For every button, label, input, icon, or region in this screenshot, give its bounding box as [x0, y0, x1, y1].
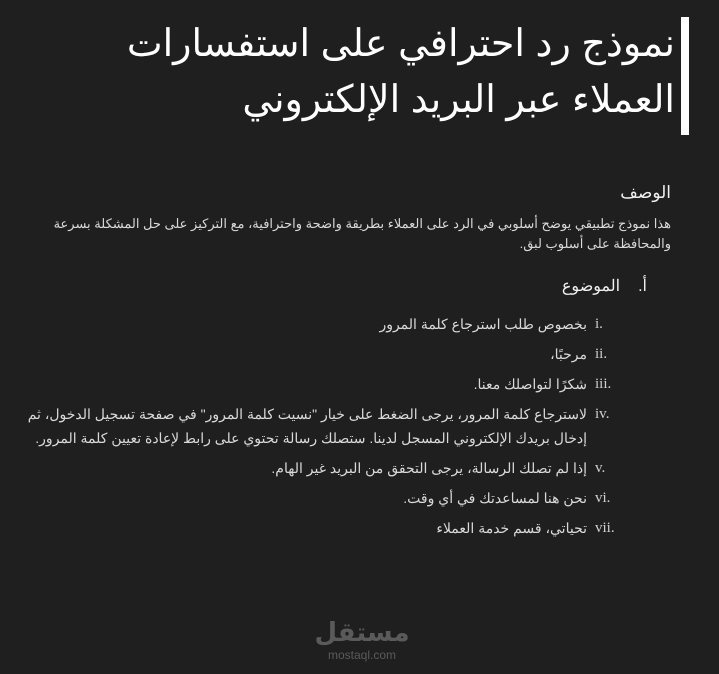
- subject-heading: [562, 276, 647, 296]
- list-item-text: نحن هنا لمساعدتك في أي وقت.: [403, 490, 587, 506]
- list-item-marker: vi.: [595, 490, 611, 506]
- email-body-list: [9, 312, 639, 546]
- list-item-marker: iii.: [595, 376, 612, 392]
- list-item: [9, 372, 639, 396]
- page-title: نموذج رد احترافي على استفسارات العملاء عبر البريد الإلكتروني: [126, 23, 675, 121]
- list-item-text: مرحبًا،: [550, 346, 587, 362]
- list-item: [9, 342, 639, 366]
- list-item-text: شكرًا لتواصلك معنا.: [473, 376, 587, 392]
- list-item-marker: i.: [595, 316, 603, 332]
- list-item-text: تحياتي، قسم خدمة العملاء: [436, 520, 587, 536]
- description-text: هذا نموذج تطبيقي يوضح أسلوبي في الرد على العملاء بطريقة واضحة واحترافية، مع التركيز على حل المشكلة بسرعة والمحافظة على أسلوب لبق.: [53, 216, 671, 251]
- list-item-marker: iv.: [595, 406, 610, 422]
- list-item: [9, 516, 639, 540]
- list-item: [9, 486, 639, 510]
- watermark-logo: مستقل: [314, 618, 410, 648]
- list-item-marker: v.: [595, 460, 606, 476]
- list-item-marker: ii.: [595, 346, 608, 362]
- watermark-url: mostaql.com: [327, 648, 397, 662]
- description-heading: الوصف: [620, 183, 671, 202]
- title-accent-bar: [681, 17, 689, 135]
- list-item-text: بخصوص طلب استرجاع كلمة المرور: [379, 316, 587, 332]
- list-item: [9, 456, 639, 480]
- list-item-text: إذا لم تصلك الرسالة، يرجى التحقق من البريد غير الهام.: [271, 460, 587, 476]
- list-item-text: لاسترجاع كلمة المرور، يرجى الضغط على خيار "نسيت كلمة المرور" في صفحة تسجيل الدخول، ثم إدخال بريدك الإلكتروني المسجل لدينا. ستصلك رسالة تحتوي على رابط لإعادة تعيين كلمة المرور.: [27, 406, 587, 446]
- list-item-marker: vii.: [595, 520, 615, 536]
- list-item: [9, 402, 639, 450]
- mostaql-watermark: [312, 618, 412, 662]
- list-item: [9, 312, 639, 336]
- subject-label: الموضوع: [561, 278, 621, 295]
- subject-marker: أ.: [638, 278, 647, 295]
